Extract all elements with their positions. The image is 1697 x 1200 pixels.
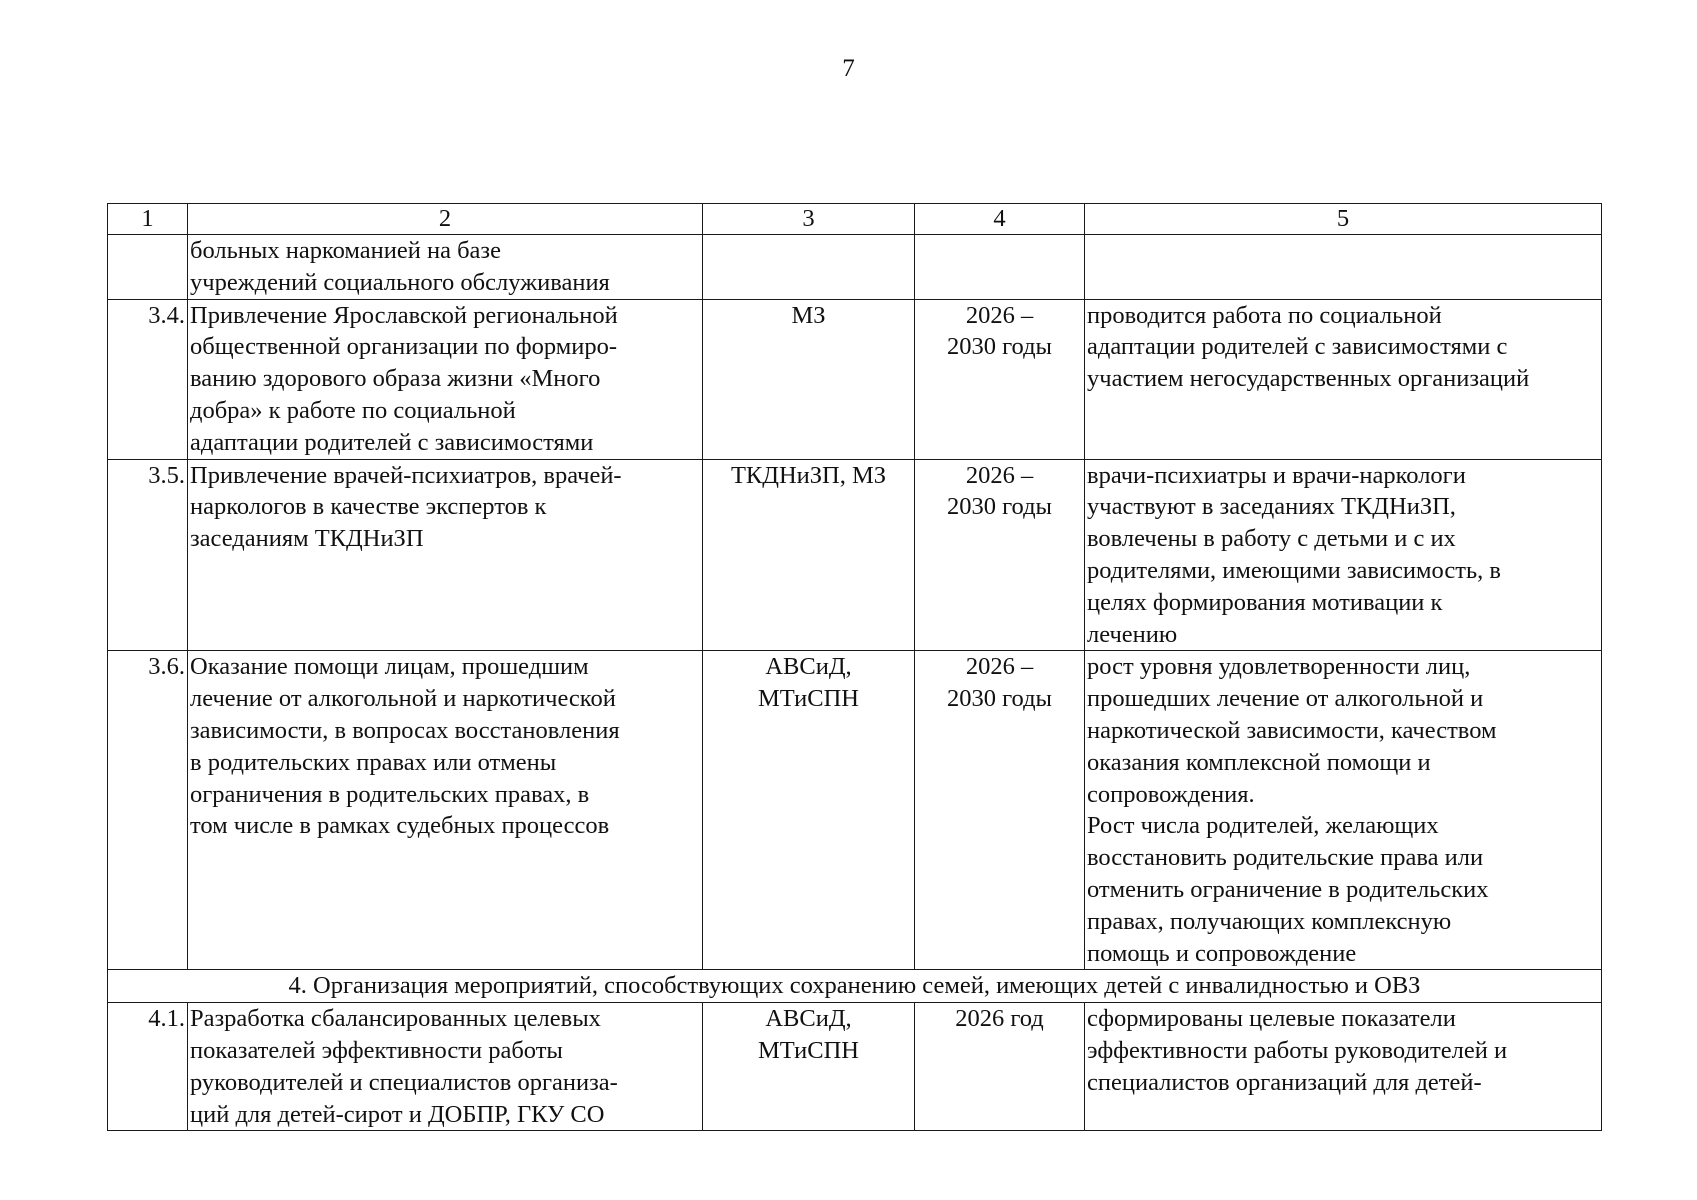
result-line: сформированы целевые показатели xyxy=(1087,1005,1456,1033)
term-line: 2026 – xyxy=(965,653,1034,681)
result-line: отменить ограничение в родительских xyxy=(1087,875,1489,903)
row-number: 4.1. xyxy=(108,1003,188,1131)
row-number xyxy=(108,235,188,300)
result-line: Рост числа родителей, желающих xyxy=(1087,812,1439,840)
table-row-continuation xyxy=(108,235,1602,300)
row-number: 3.5. xyxy=(108,459,188,651)
measure-name-line: наркологов в качестве экспертов к xyxy=(190,493,547,521)
result-line: проводится работа по социальной xyxy=(1087,301,1442,329)
measure-name-line: адаптации родителей с зависимостями xyxy=(190,428,594,456)
result-line: врачи-психиатры и врачи-наркологи xyxy=(1087,461,1466,489)
measure-name-line: ограничения в родительских правах, в xyxy=(190,780,590,808)
result-line: участвуют в заседаниях ТКДНиЗП, xyxy=(1087,493,1456,521)
result-cell xyxy=(1085,235,1602,300)
term-cell xyxy=(915,459,1085,651)
result-line: прошедших лечение от алкогольной и xyxy=(1087,685,1484,713)
result-line: эффективности работы руководителей и xyxy=(1087,1036,1508,1064)
term-cell xyxy=(915,651,1085,970)
responsible-line: АВСиД, xyxy=(765,653,852,681)
result-cell xyxy=(1085,1003,1602,1131)
result-line: правах, получающих комплексную xyxy=(1087,907,1452,935)
term-line: 2030 годы xyxy=(946,333,1053,361)
result-cell xyxy=(1085,299,1602,459)
result-line: участием негосударственных организаций xyxy=(1087,365,1530,393)
responsible-cell xyxy=(703,235,915,300)
measure-name-line: том числе в рамках судебных процессов xyxy=(190,812,610,840)
measure-name-line: руководителей и специалистов организа- xyxy=(190,1068,618,1096)
row-number: 3.4. xyxy=(108,299,188,459)
result-line: помощь и сопровождение xyxy=(1087,939,1357,967)
measure-name-line: лечение от алкогольной и наркотической xyxy=(190,685,616,713)
result-cell xyxy=(1085,459,1602,651)
term-line: 2030 годы xyxy=(946,493,1053,521)
table-row-4-1 xyxy=(108,1003,1602,1131)
term-cell xyxy=(915,235,1085,300)
measure-name-line: общественной организации по формиро- xyxy=(190,333,618,361)
measure-name-line: заседаниям ТКДНиЗП xyxy=(190,525,424,553)
result-line: сопровождения. xyxy=(1087,780,1255,808)
measure-name-line: учреждений социального обслуживания xyxy=(190,268,610,296)
table-row-3-6 xyxy=(108,651,1602,970)
row-number: 3.6. xyxy=(108,651,188,970)
result-line: оказания комплексной помощи и xyxy=(1087,748,1431,776)
result-line: вовлечены в работу с детьми и с их xyxy=(1087,525,1456,553)
column-header-2: 2 xyxy=(188,204,703,235)
action-plan-table xyxy=(107,203,1602,1131)
measure-name-line: показателей эффективности работы xyxy=(190,1036,563,1064)
result-line: целях формирования мотивации к xyxy=(1087,588,1443,616)
section-heading: 4. Организация мероприятий, способствующих сохранению семей, имеющих детей с инвалидностью и ОВЗ xyxy=(108,970,1602,1003)
responsible-cell xyxy=(703,459,915,651)
measure-name-line: Оказание помощи лицам, прошедшим xyxy=(190,653,589,681)
responsible-line: МТиСПН xyxy=(758,685,859,713)
measure-name-line: добра» к работе по социальной xyxy=(190,396,516,424)
responsible-line: МЗ xyxy=(791,301,826,329)
measure-name-cell xyxy=(188,459,703,651)
measure-name-line: Разработка сбалансированных целевых xyxy=(190,1005,601,1033)
term-cell xyxy=(915,299,1085,459)
responsible-line: МТиСПН xyxy=(758,1036,859,1064)
result-line: восстановить родительские права или xyxy=(1087,844,1484,872)
column-header-4: 4 xyxy=(915,204,1085,235)
responsible-line: АВСиД, xyxy=(765,1005,852,1033)
measure-name-line: ванию здорового образа жизни «Много xyxy=(190,365,601,393)
term-line: 2026 год xyxy=(955,1005,1044,1033)
column-header-1: 1 xyxy=(108,204,188,235)
measure-name-line: Привлечение Ярославской региональной xyxy=(190,301,618,329)
page-number: 7 xyxy=(842,55,855,82)
measure-name-line: ций для детей-сирот и ДОБПР, ГКУ СО xyxy=(190,1100,605,1128)
measure-name-cell xyxy=(188,651,703,970)
responsible-cell xyxy=(703,1003,915,1131)
column-number-row xyxy=(108,204,1602,235)
measure-name-line: зависимости, в вопросах восстановления xyxy=(190,716,620,744)
measure-name-line: Привлечение врачей-психиатров, врачей- xyxy=(190,461,622,489)
responsible-line: ТКДНиЗП, МЗ xyxy=(730,461,887,489)
table-row-3-4 xyxy=(108,299,1602,459)
term-line: 2026 – xyxy=(965,301,1034,329)
section-heading-row xyxy=(108,970,1602,1003)
measure-name-cell xyxy=(188,235,703,300)
result-line: лечению xyxy=(1087,620,1178,648)
result-line: специалистов организаций для детей- xyxy=(1087,1068,1482,1096)
measure-name-line: больных наркоманией на базе xyxy=(190,237,501,264)
measure-name-cell xyxy=(188,1003,703,1131)
table-row-3-5 xyxy=(108,459,1602,651)
term-cell xyxy=(915,1003,1085,1131)
result-line: адаптации родителей с зависимостями с xyxy=(1087,333,1508,361)
responsible-cell xyxy=(703,299,915,459)
result-line: рост уровня удовлетворенности лиц, xyxy=(1087,653,1471,681)
column-header-5: 5 xyxy=(1085,204,1602,235)
term-line: 2026 – xyxy=(965,461,1034,489)
result-line: родителями, имеющими зависимость, в xyxy=(1087,556,1501,584)
term-line: 2030 годы xyxy=(946,685,1053,713)
measure-name-line: в родительских правах или отмены xyxy=(190,748,557,776)
result-cell xyxy=(1085,651,1602,970)
column-header-3: 3 xyxy=(703,204,915,235)
measure-name-cell xyxy=(188,299,703,459)
result-line: наркотической зависимости, качеством xyxy=(1087,716,1497,744)
responsible-cell xyxy=(703,651,915,970)
